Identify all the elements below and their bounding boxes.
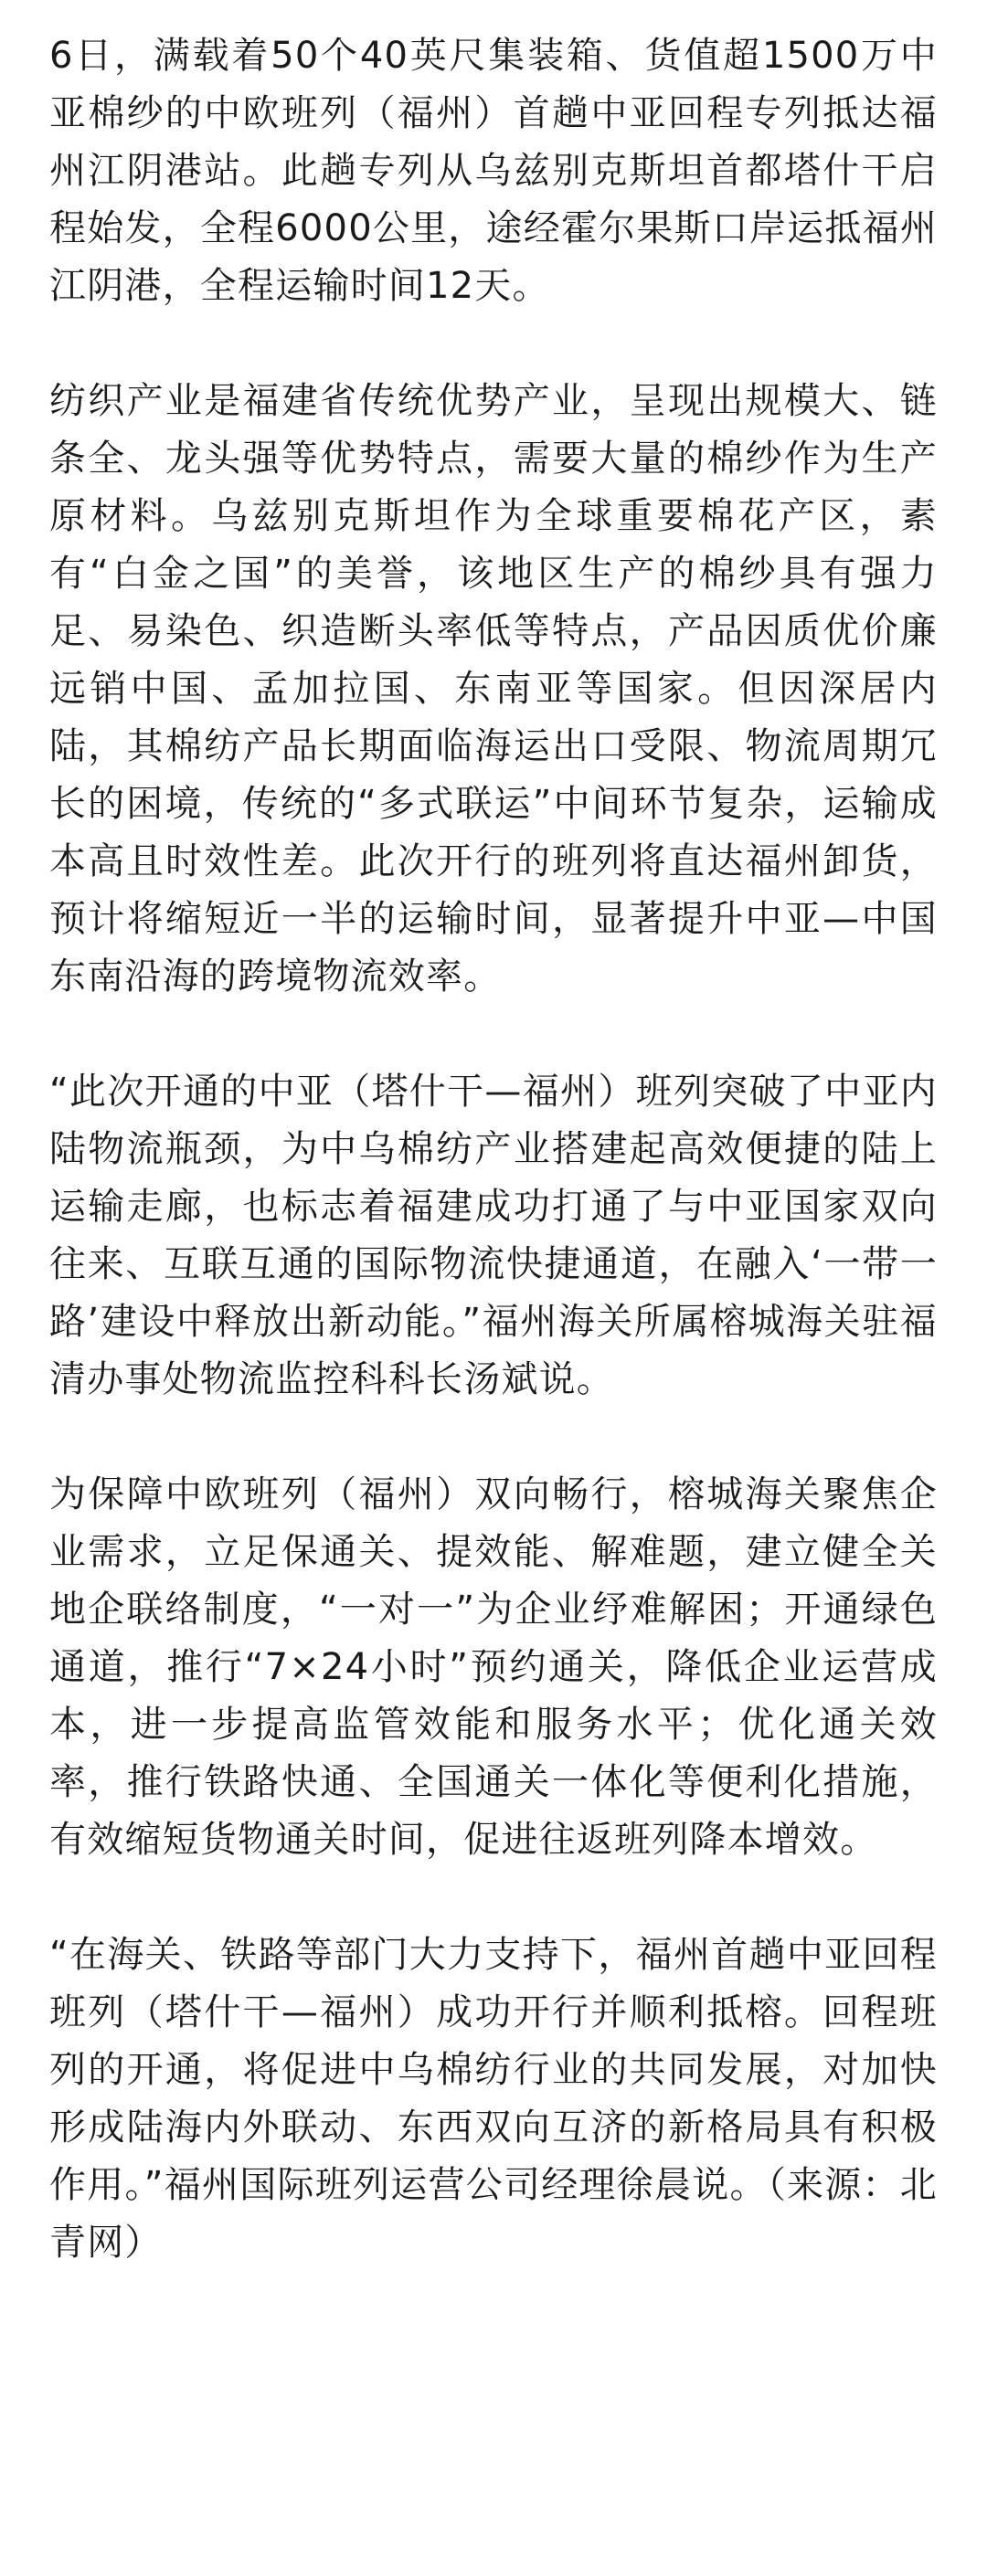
paragraph-operator-quote: “在海关、铁路等部门大力支持下，福州首趟中亚回程班列（塔什干—福州）成功开行并顺利抵榕。回程班列的开通，将促进中乌棉纺行业的共同发展，对加快形成陆海内外联动、东西双向互济的新格局具有积极作用。”福州国际班列运营公司经理徐晨说。（来源：北青网） — [49, 1934, 938, 2264]
paragraph-train-arrival: 6日，满载着50个40英尺集装箱、货值超1500万中亚棉纱的中欧班列（福州）首趟中亚回程专列抵达福州江阴港站。此趟专列从乌兹别克斯坦首都塔什干启程始发，全程6000公里，途经霍尔果斯口岸运抵福州江阴港，全程运输时间12天。 — [49, 35, 938, 307]
paragraph-customs-official-quote: “此次开通的中亚（塔什干—福州）班列突破了中亚内陆物流瓶颈，为中乌棉纺产业搭建起高效便捷的陆上运输走廊，也标志着福建成功打通了与中亚国家双向往来、互联互通的国际物流快捷通道，在融入‘一带一路’建设中释放出新动能。”福州海关所属榕城海关驻福清办事处物流监控科科长汤斌说。 — [49, 1071, 938, 1400]
paragraph-textile-industry: 纺织产业是福建省传统优势产业，呈现出规模大、链条全、龙头强等优势特点，需要大量的棉纱作为生产原材料。乌兹别克斯坦作为全球重要棉花产区，素有“白金之国”的美誉，该地区生产的棉纱具有强力足、易染色、织造断头率低等特点，产品因质优价廉远销中国、孟加拉国、东南亚等国家。但因深居内陆，其棉纺产品长期面临海运出口受限、物流周期冗长的困境，传统的“多式联运”中间环节复杂，运输成本高且时效性差。此次开行的班列将直达福州卸货，预计将缩短近一半的运输时间，显著提升中亚—中国东南沿海的跨境物流效率。 — [49, 380, 938, 998]
paragraph-customs-measures: 为保障中欧班列（福州）双向畅行，榕城海关聚焦企业需求，立足保通关、提效能、解难题，建立健全关地企联络制度，“一对一”为企业纾难解困；开通绿色通道，推行“7×24小时”预约通关，降低企业运营成本，进一步提高监管效能和服务水平；优化通关效率，推行铁路快通、全国通关一体化等便利化措施，有效缩短货物通关时间，促进往返班列降本增效。 — [49, 1473, 938, 1861]
